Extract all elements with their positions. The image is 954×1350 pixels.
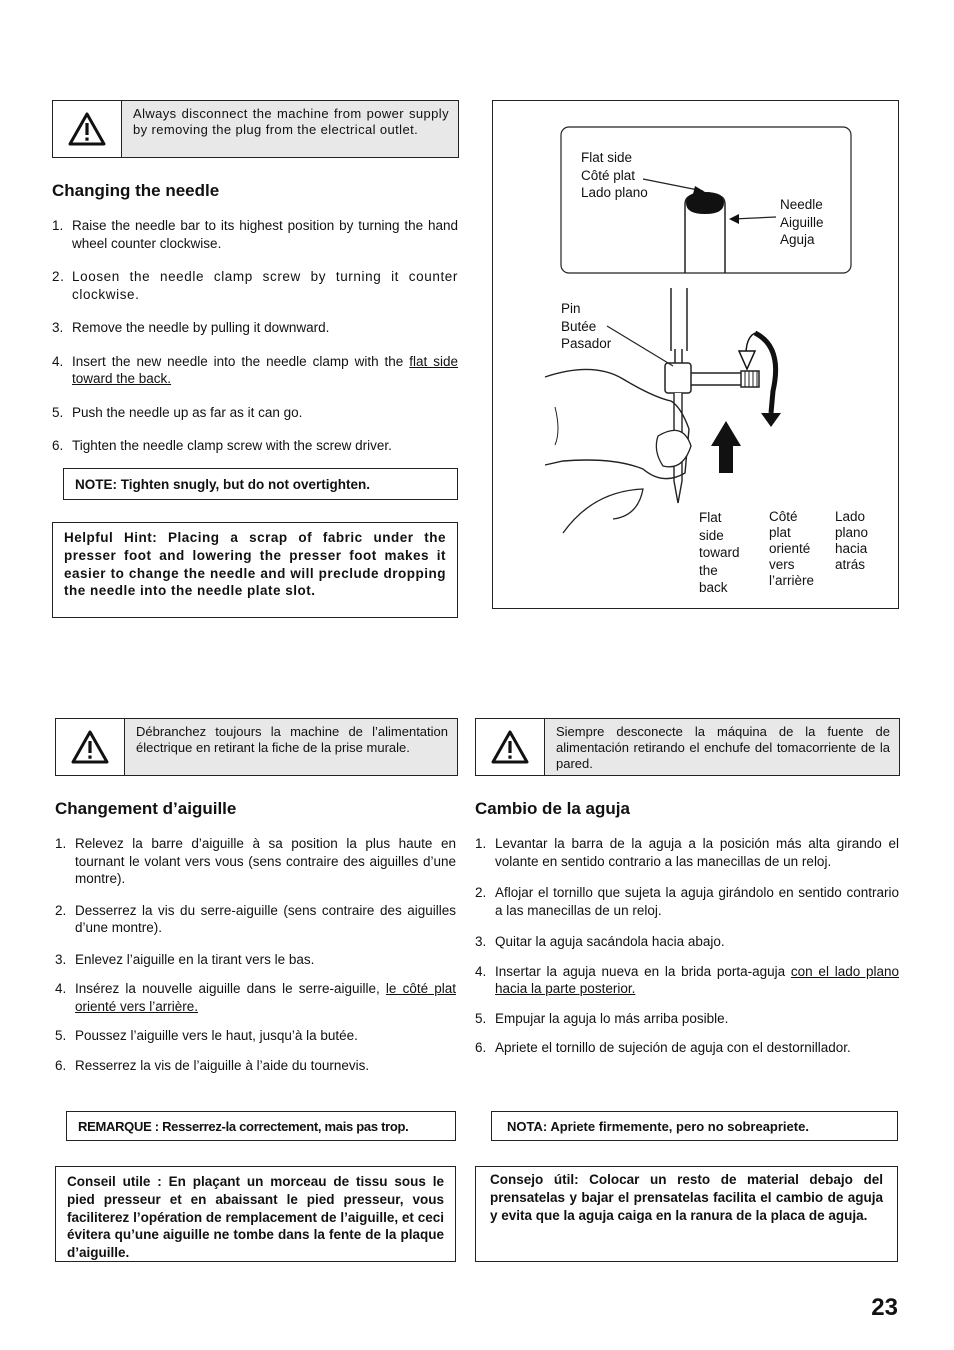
step-emphasis: con el lado plano hacia la parte posterior.	[495, 963, 899, 996]
step-number: 5.	[55, 1028, 67, 1043]
step-item	[475, 835, 899, 870]
label-pin: Pin Butée Pasador	[561, 301, 612, 352]
hint-box-es: Consejo útil: Colocar un resto de material debajo del prensatelas y bajar el prensatelas facilita el cambio de aguja y evita que la aguja caiga en la ranura de la placa de aguja.	[475, 1166, 898, 1262]
step-number: 6.	[52, 438, 64, 453]
step-item	[52, 217, 458, 252]
warning-triangle-icon	[476, 719, 545, 775]
step-number: 5.	[52, 404, 64, 420]
step-text: Quitar la aguja sacándola hacia abajo.	[495, 934, 725, 949]
step-number: 1.	[52, 218, 64, 233]
step-item	[475, 1010, 899, 1028]
note-box-en: NOTE: Tighten snugly, but do not overtighten.	[63, 468, 458, 500]
warning-triangle-icon	[53, 101, 122, 157]
step-item	[55, 902, 456, 937]
step-text: Push the needle up as far as it can go.	[72, 404, 303, 420]
step-number: 4.	[52, 353, 64, 369]
step-item	[475, 933, 899, 951]
warning-box-fr	[55, 718, 458, 776]
step-text: Apriete el tornillo de sujeción de aguja con el destornillador.	[495, 1040, 851, 1055]
step-item	[52, 353, 458, 388]
step-number: 2.	[475, 885, 487, 900]
step-text: Remove the needle by pulling it downward.	[72, 320, 330, 335]
step-number: 4.	[475, 963, 487, 979]
step-text: Insérez la nouvelle aiguille dans le serre-aiguille, le côté plat orienté vers l’arrière.	[75, 981, 456, 1014]
step-number: 6.	[475, 1040, 487, 1055]
step-text: Levantar la barra de la aguja a la posición más alta girando el volante en sentido contrario a las manecillas de un reloj.	[495, 836, 899, 869]
step-text: Insert the new needle into the needle clamp with the flat side toward the back.	[72, 353, 458, 386]
step-text: Raise the needle bar to its highest position by turning the hand wheel counter clockwise.	[72, 218, 458, 251]
step-emphasis: flat side toward the back.	[72, 353, 458, 386]
step-item	[52, 268, 458, 303]
steps-list-es	[475, 835, 899, 1057]
step-text: Resserrez la vis de l’aiguille à l’aide du tournevis.	[75, 1057, 370, 1073]
step-text: Enlevez l’aiguille en la tirant vers le bas.	[75, 951, 315, 967]
warning-box-es	[475, 718, 900, 776]
step-text: Poussez l’aiguille vers le haut, jusqu’à la butée.	[75, 1028, 358, 1043]
step-text: Relevez la barre d’aiguille à sa position la plus haute en tournant le volant vers vous (sens contraire des aiguilles d’une montre).	[75, 836, 456, 886]
hint-box-fr: Conseil utile : En plaçant un morceau de tissu sous le pied presseur et en abaissant le pied presseur, vous faciliterez l’opération de remplacement de l’aiguille, et ceci évitera qu’une aiguille ne tombe dans la fente de la plaque d’aiguille.	[55, 1166, 456, 1262]
step-text: Tighten the needle clamp screw with the screw driver.	[72, 438, 392, 453]
section-title-es: Cambio de la aguja	[475, 799, 630, 818]
step-number: 1.	[55, 836, 67, 851]
step-number: 3.	[52, 320, 64, 335]
step-text: Aflojar el tornillo que sujeta la aguja girándolo en sentido contrario a las manecillas de un reloj.	[495, 885, 899, 918]
step-item	[55, 1027, 456, 1045]
step-number: 4.	[55, 981, 67, 996]
step-number: 3.	[55, 951, 67, 967]
step-text: Empujar la aguja lo más arriba posible.	[495, 1010, 729, 1026]
page-number: 23	[871, 1294, 898, 1321]
step-number: 3.	[475, 934, 487, 949]
step-item	[475, 1039, 899, 1057]
step-emphasis: le côté plat orienté vers l’arrière.	[75, 981, 456, 1014]
label-back-fr: Côté plat orienté vers l’arrière	[769, 509, 815, 588]
step-number: 1.	[475, 836, 487, 851]
label-back-es: Lado plano hacia atrás	[835, 509, 869, 572]
step-item	[55, 980, 456, 1015]
label-back-en: Flat side toward the back	[699, 510, 740, 596]
step-item	[475, 884, 899, 919]
step-number: 2.	[55, 902, 67, 918]
note-box-es: NOTA: Apriete firmemente, pero no sobreapriete.	[491, 1111, 898, 1141]
warning-text: Always disconnect the machine from power supply by removing the plug from the electrical outlet.	[133, 106, 449, 137]
warning-text: Débranchez toujours la machine de l’alimentation électrique en retirant la fiche de la prise murale.	[136, 724, 448, 755]
step-item	[55, 835, 456, 888]
warning-text: Siempre desconecte la máquina de la fuente de alimentación retirando el enchufe del tomacorriente de la pared.	[556, 724, 890, 771]
label-flat-side: Flat side Côté plat Lado plano	[581, 150, 648, 201]
step-item	[55, 1057, 456, 1075]
step-number: 2.	[52, 269, 65, 284]
warning-triangle-icon	[56, 719, 125, 775]
step-item	[52, 319, 458, 337]
step-text: Insertar la aguja nueva en la brida porta-aguja con el lado plano hacia la parte posterior.	[495, 963, 899, 996]
steps-list-en	[52, 217, 458, 455]
step-item	[52, 437, 458, 455]
warning-box-en	[52, 100, 459, 158]
steps-list-fr	[55, 835, 456, 1074]
step-item	[55, 951, 456, 969]
section-title-en: Changing the needle	[52, 181, 220, 200]
step-text: Loosen the needle clamp screw by turning it counter clockwise.	[72, 269, 458, 302]
step-number: 6.	[55, 1057, 67, 1073]
section-title-fr: Changement d’aiguille	[55, 799, 237, 818]
hint-box-en: Helpful Hint: Placing a scrap of fabric under the presser foot and lowering the presser foot makes it easier to change the needle and will preclude dropping the needle into the needle plate slot.	[52, 522, 458, 618]
step-item	[475, 963, 899, 998]
step-item	[52, 404, 458, 422]
step-text: Desserrez la vis du serre-aiguille (sens contraire des aiguilles d’une montre).	[75, 902, 456, 935]
step-number: 5.	[475, 1010, 487, 1026]
label-needle: Needle Aiguille Aguja	[780, 197, 824, 248]
note-box-fr: REMARQUE : Resserrez-la correctement, mais pas trop.	[66, 1111, 456, 1141]
needle-diagram	[492, 100, 899, 609]
